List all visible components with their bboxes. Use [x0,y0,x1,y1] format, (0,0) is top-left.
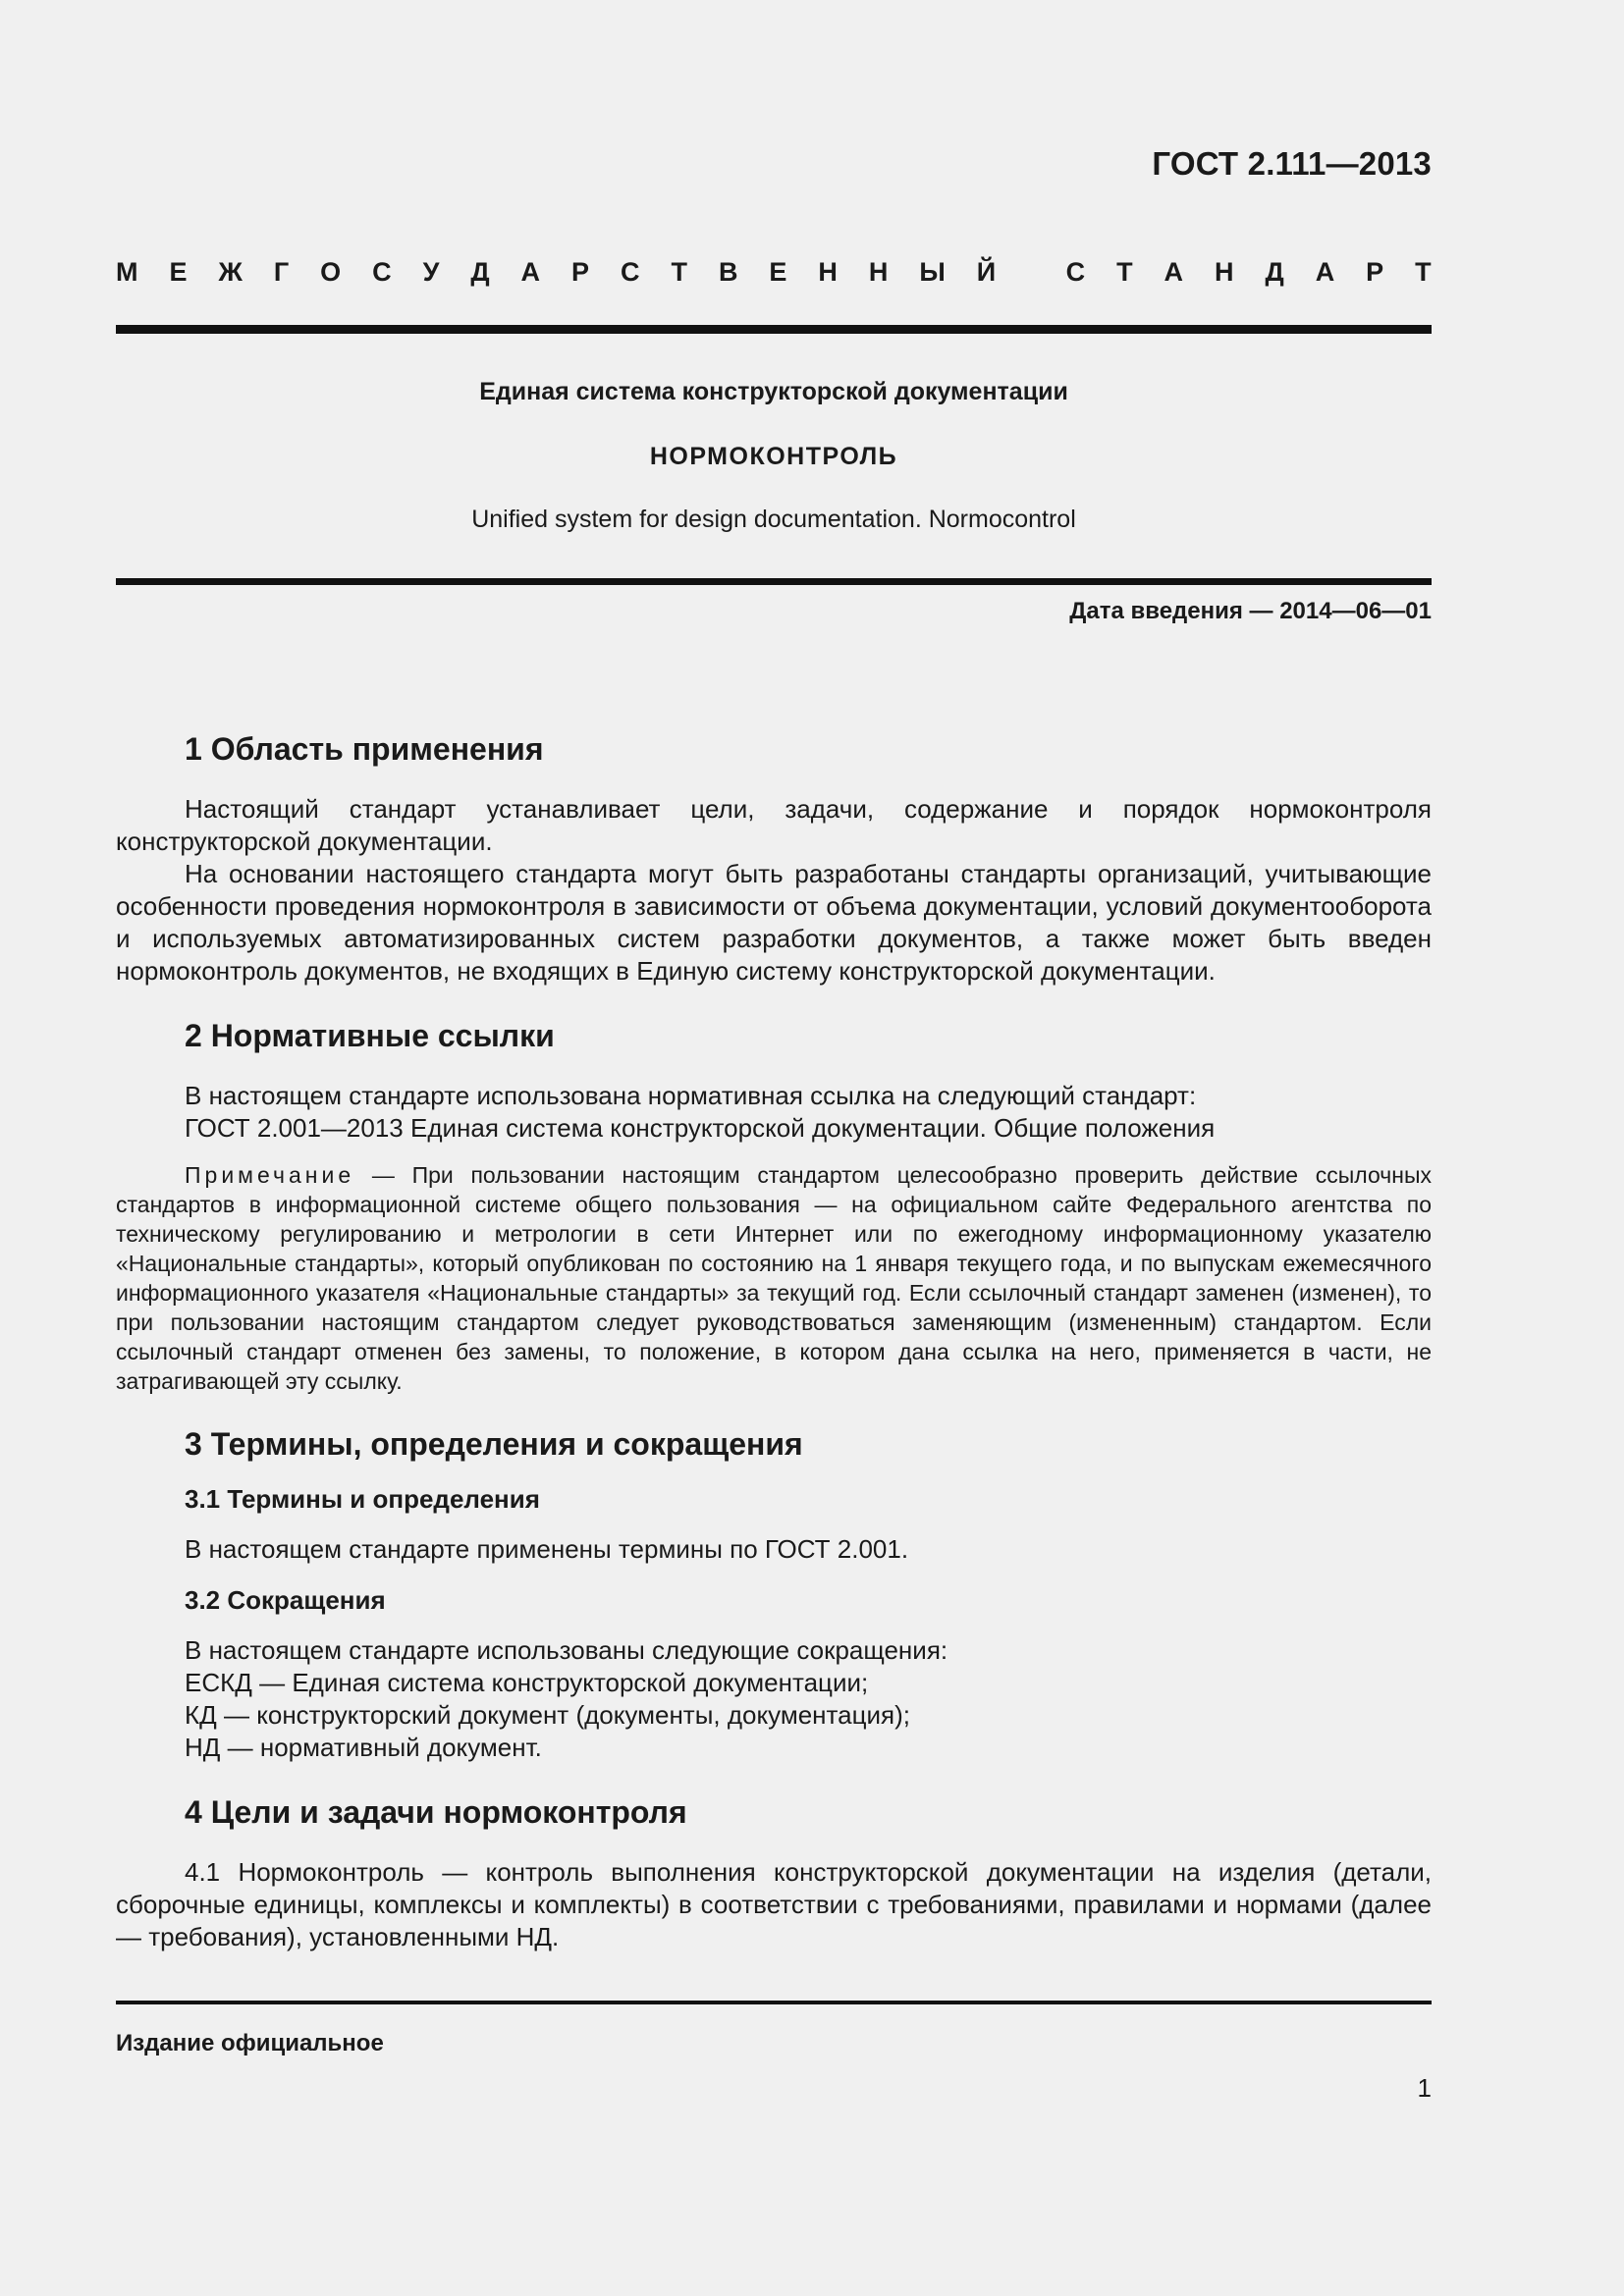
section-4-heading: 4 Цели и задачи нормоконтроля [185,1794,687,1830]
heading-letter: С [1065,257,1086,287]
heading-letter: Е [169,257,188,287]
section-3-1-text: В настоящем стандарте применены термины по ГОСТ 2.001. [185,1534,909,1564]
document-number: ГОСТ 2.111—2013 [1152,145,1432,182]
heading-letter: С [621,257,640,287]
heading-letter: С [372,257,392,287]
heading-letter: Д [470,257,490,287]
heading-letter: Р [571,257,590,287]
page-number: 1 [1417,2073,1432,2103]
section-2-paragraph-1: В настоящем стандарте использована нормативная ссылка на следующий стандарт: [185,1081,1197,1110]
section-3-2-intro: В настоящем стандарте использованы следующие сокращения: [185,1635,948,1665]
heading-letter: Н [818,257,838,287]
note-label: Примечание [185,1162,355,1188]
heading-letter: Т [1415,257,1432,287]
section-4-paragraph-1: 4.1 Нормоконтроль — контроль выполнения конструкторской документации на изделия (детали, сборочные единицы, комплексы и комплекты) в соответствии с требованиями, правилами и нормами (далее — требования), установленными НД. [116,1857,1432,1951]
heading-letter: Н [1215,257,1234,287]
heading-letter: А [1315,257,1335,287]
heading-letter: Н [868,257,889,287]
footer-divider [116,2001,1432,2004]
heading-letter: Ы [919,257,946,287]
heading-letter: А [1164,257,1184,287]
heading-letter: Т [1116,257,1133,287]
section-1-paragraph-1: Настоящий стандарт устанавливает цели, задачи, содержание и порядок нормоконтроля конструкторской документации. [116,794,1432,856]
heading-letter: Ж [218,257,243,287]
section-3-1-heading: 3.1 Термины и определения [185,1484,540,1514]
heading-letter: Е [769,257,787,287]
section-2-heading: 2 Нормативные ссылки [185,1018,555,1053]
note-text: — При пользовании настоящим стандартом целесообразно проверить действие ссылочных стандартов в информационной системе общего пользования — на официальном сайте Федерального агентства по техническому регулированию и метрологии в сети Интернет или по ежегодному информационному указателю «Национальные стандарты», который опубликован по состоянию на 1 января текущего года, и по выпускам ежемесячного информационного указателя «Национальные стандарты» за текущий год. Если ссылочный стандарт заменен (изменен), то при пользовании настоящим стандартом следует руководствоваться заменяющим (измененным) стандартом. Если ссылочный стандарт отменен без замены, то положение, в котором дана ссылка на него, применяется в части, не затрагивающей эту ссылку. [116,1162,1432,1394]
introduction-date: Дата введения — 2014—06—01 [1069,598,1432,624]
heading-letter: Г [273,257,290,287]
edition-label: Издание официальное [116,2030,384,2056]
heading-letter: О [320,257,342,287]
section-3-heading: 3 Термины, определения и сокращения [185,1426,803,1462]
heading-letter: Й [976,257,997,287]
section-2-note [116,1160,1432,1396]
system-name: Единая система конструкторской документации [479,378,1068,405]
section-2-paragraph-2: ГОСТ 2.001—2013 Единая система конструкторской документации. Общие положения [185,1113,1216,1143]
section-1-heading: 1 Область применения [185,731,544,767]
heading-letter: У [422,257,440,287]
heading-letter: В [718,257,738,287]
heading-letter: М [116,257,138,287]
title-divider [116,578,1432,585]
abbreviation-item: ЕСКД — Единая система конструкторской документации; [185,1668,869,1697]
heading-letter: Д [1265,257,1284,287]
section-3-2-heading: 3.2 Сокращения [185,1585,386,1615]
header-divider [116,325,1432,334]
document-body [116,728,1432,1953]
heading-letter: Т [671,257,687,287]
standard-type-heading [116,257,1432,288]
document-title: НОРМОКОНТРОЛЬ [649,443,898,470]
abbreviation-item: КД — конструкторский документ (документы, документация); [185,1700,910,1730]
abbreviation-item: НД — нормативный документ. [185,1733,542,1762]
section-1-paragraph-2: На основании настоящего стандарта могут быть разработаны стандарты организаций, учитывающие особенности проведения нормоконтроля в зависимости от объема документации, условий документооборота и используемых автоматизированных систем разработки документов, а также может быть введен нормоконтроль документов, не входящих в Единую систему конструкторской документации. [116,859,1432,986]
document-title-english: Unified system for design documentation. Normocontrol [471,506,1076,533]
heading-letter: А [520,257,541,287]
heading-letter: Р [1366,257,1384,287]
heading-letter [1027,257,1035,288]
